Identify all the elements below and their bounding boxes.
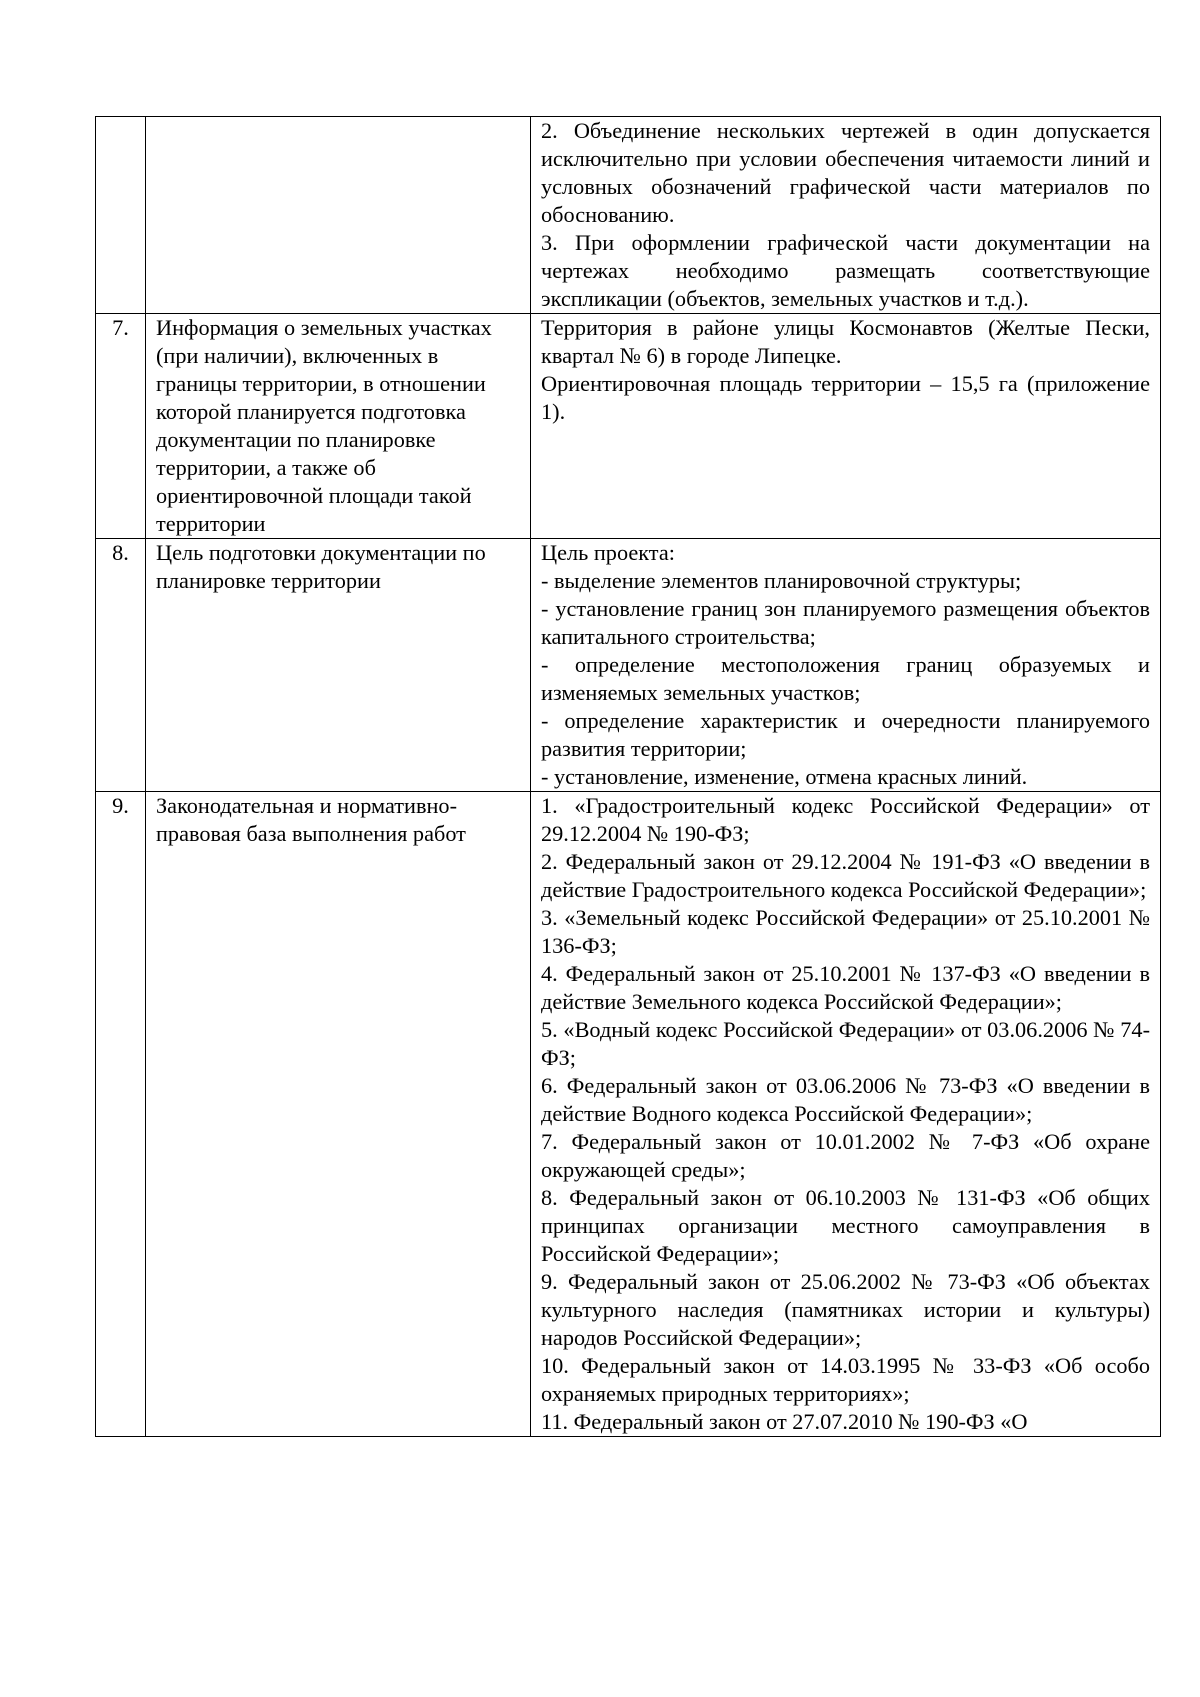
table-row bbox=[96, 117, 1161, 314]
content-paragraph: 10. Федеральный закон от 14.03.1995 № 33-ФЗ «Об особо охраняемых природных территориях»; bbox=[541, 1353, 1150, 1406]
row-content bbox=[531, 792, 1161, 1437]
row-title: Информация о земельных участках (при наличии), включенных в границы территории, в отношении которой планируется подготовка документации по планировке территории, а также об ориентировочной площади такой территории bbox=[146, 314, 531, 539]
content-paragraph: - установление границ зон планируемого размещения объектов капитального строительства; bbox=[541, 596, 1150, 649]
content-paragraph: 5. «Водный кодекс Российской Федерации» от 03.06.2006 № 74-ФЗ; bbox=[541, 1017, 1150, 1070]
content-paragraph: Ориентировочная площадь территории – 15,5 га (приложение 1). bbox=[541, 371, 1150, 424]
table-row bbox=[96, 539, 1161, 792]
row-content bbox=[531, 117, 1161, 314]
content-paragraph: - определение местоположения границ образуемых и изменяемых земельных участков; bbox=[541, 652, 1150, 705]
table-row bbox=[96, 792, 1161, 1437]
row-number bbox=[96, 117, 146, 314]
table-row bbox=[96, 314, 1161, 539]
content-paragraph: 11. Федеральный закон от 27.07.2010 № 190-ФЗ «О bbox=[541, 1409, 1028, 1434]
content-paragraph: 9. Федеральный закон от 25.06.2002 № 73-ФЗ «Об объектах культурного наследия (памятниках истории и культуры) народов Российской Федерации»; bbox=[541, 1269, 1150, 1350]
content-paragraph: Цель проекта: bbox=[541, 540, 675, 565]
row-title: Цель подготовки документации по планировке территории bbox=[146, 539, 531, 792]
content-paragraph: 2. Федеральный закон от 29.12.2004 № 191-ФЗ «О введении в действие Градостроительного кодекса Российской Федерации»; bbox=[541, 849, 1150, 902]
content-paragraph: - установление, изменение, отмена красных линий. bbox=[541, 764, 1028, 789]
row-title bbox=[146, 117, 531, 314]
content-paragraph: 6. Федеральный закон от 03.06.2006 № 73-ФЗ «О введении в действие Водного кодекса Российской Федерации»; bbox=[541, 1073, 1150, 1126]
content-paragraph: - выделение элементов планировочной структуры; bbox=[541, 568, 1022, 593]
content-paragraph: - определение характеристик и очередности планируемого развития территории; bbox=[541, 708, 1150, 761]
row-content bbox=[531, 314, 1161, 539]
content-paragraph: 7. Федеральный закон от 10.01.2002 № 7-ФЗ «Об охране окружающей среды»; bbox=[541, 1129, 1150, 1182]
row-title: Законодательная и нормативно-правовая база выполнения работ bbox=[146, 792, 531, 1437]
row-number: 7. bbox=[96, 314, 146, 539]
content-paragraph: 3. При оформлении графической части документации на чертежах необходимо размещать соответствующие экспликации (объектов, земельных участков и т.д.). bbox=[541, 230, 1150, 311]
row-number: 8. bbox=[96, 539, 146, 792]
row-number: 9. bbox=[96, 792, 146, 1437]
content-paragraph: 4. Федеральный закон от 25.10.2001 № 137-ФЗ «О введении в действие Земельного кодекса Российской Федерации»; bbox=[541, 961, 1150, 1014]
content-paragraph: 8. Федеральный закон от 06.10.2003 № 131-ФЗ «Об общих принципах организации местного самоуправления в Российской Федерации»; bbox=[541, 1185, 1150, 1266]
row-content bbox=[531, 539, 1161, 792]
requirements-table bbox=[95, 116, 1161, 1437]
content-paragraph: 1. «Градостроительный кодекс Российской Федерации» от 29.12.2004 № 190-ФЗ; bbox=[541, 793, 1150, 846]
content-paragraph: 2. Объединение нескольких чертежей в один допускается исключительно при условии обеспечения читаемости линий и условных обозначений графической части материалов по обоснованию. bbox=[541, 118, 1150, 227]
content-paragraph: 3. «Земельный кодекс Российской Федерации» от 25.10.2001 № 136-ФЗ; bbox=[541, 905, 1150, 958]
content-paragraph: Территория в районе улицы Космонавтов (Желтые Пески, квартал № 6) в городе Липецке. bbox=[541, 315, 1150, 368]
